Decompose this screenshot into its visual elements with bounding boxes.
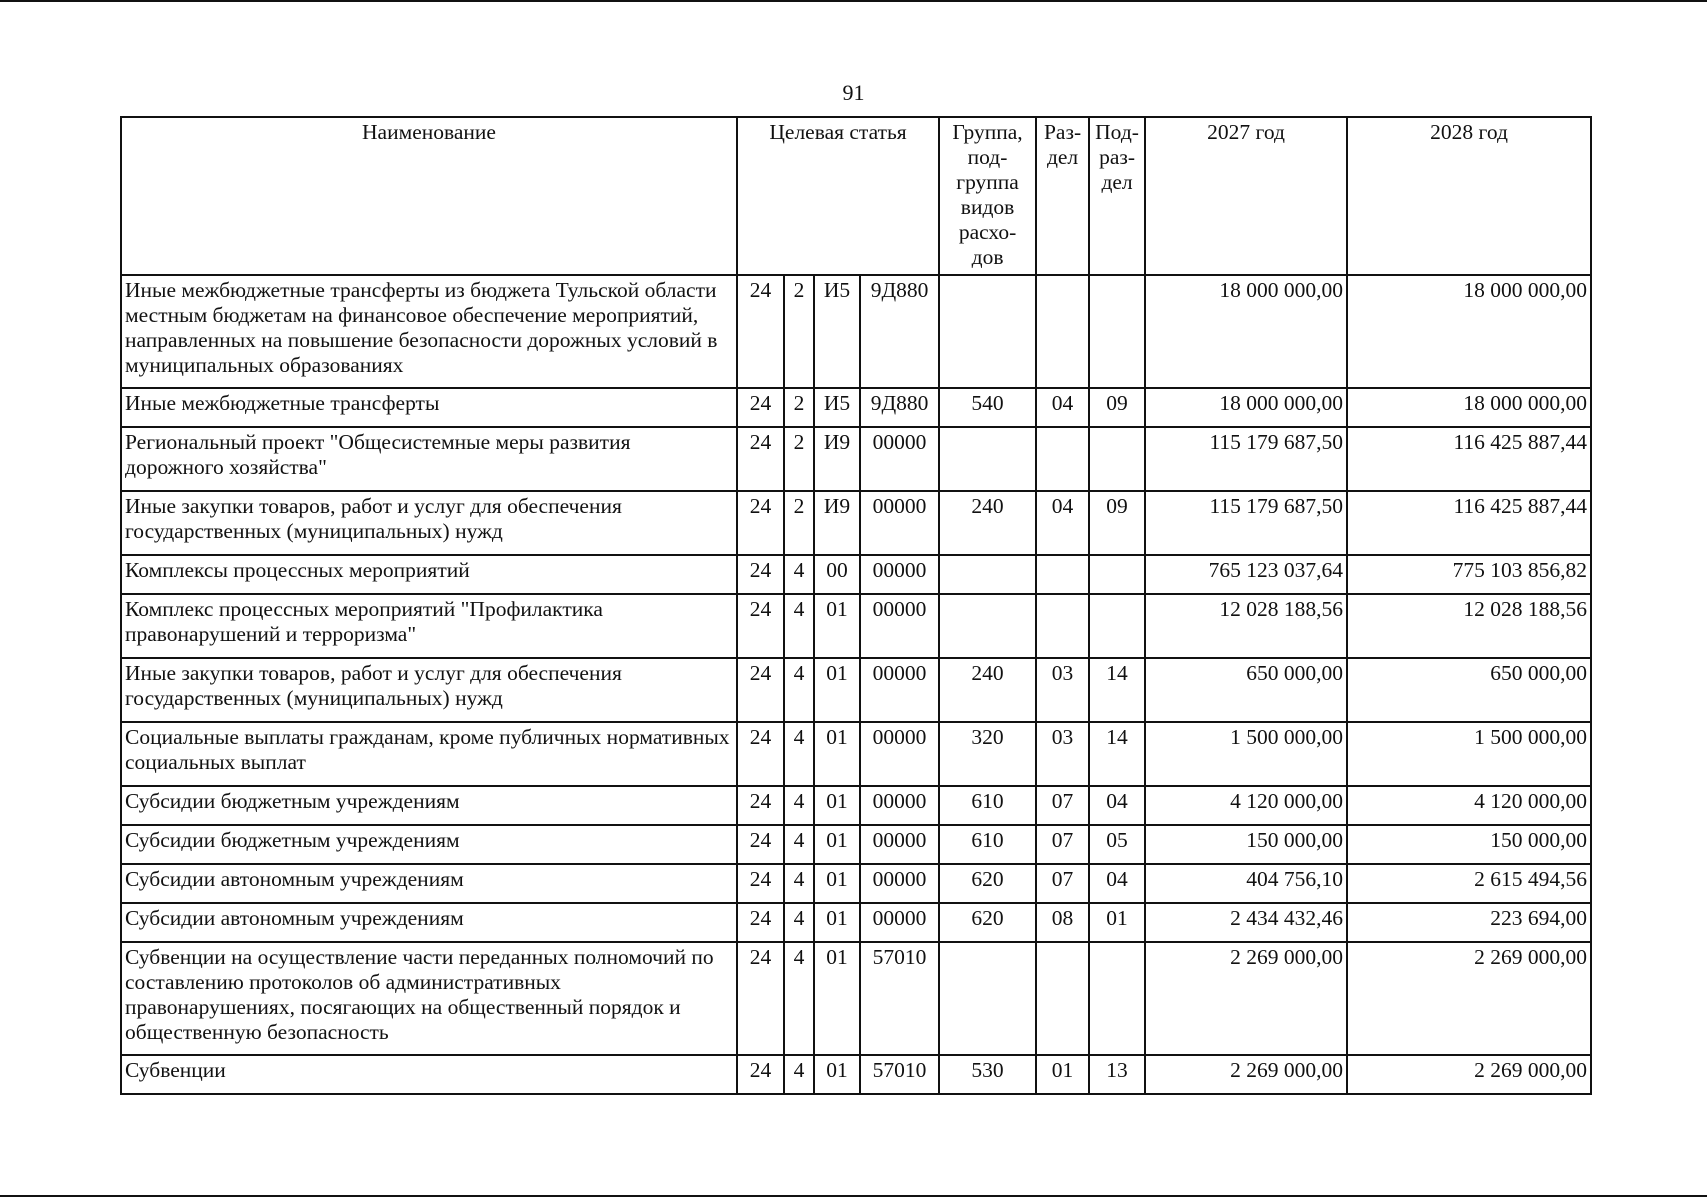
- cell-structural-element: 01: [814, 786, 860, 825]
- cell-expense-group: 540: [939, 388, 1036, 427]
- cell-direction: 57010: [860, 1055, 939, 1094]
- cell-expense-group: 240: [939, 491, 1036, 555]
- table-row: [121, 658, 1591, 722]
- cell-subsection: 14: [1089, 658, 1145, 722]
- cell-amount-2027: 18 000 000,00: [1145, 275, 1347, 388]
- cell-expense-group: [939, 594, 1036, 658]
- cell-amount-2028: 4 120 000,00: [1347, 786, 1591, 825]
- cell-structural-element: 01: [814, 722, 860, 786]
- cell-section: 01: [1036, 1055, 1089, 1094]
- cell-amount-2027: 404 756,10: [1145, 864, 1347, 903]
- table-row: [121, 427, 1591, 491]
- cell-expense-group: 620: [939, 903, 1036, 942]
- cell-subsection: [1089, 594, 1145, 658]
- cell-subprogram-type: 2: [784, 275, 814, 388]
- cell-name: Субсидии бюджетным учреждениям: [121, 786, 737, 825]
- table-row: [121, 722, 1591, 786]
- cell-direction: 57010: [860, 942, 939, 1055]
- cell-amount-2028: 2 615 494,56: [1347, 864, 1591, 903]
- cell-amount-2027: 2 269 000,00: [1145, 942, 1347, 1055]
- cell-subsection: 09: [1089, 388, 1145, 427]
- cell-amount-2027: 115 179 687,50: [1145, 427, 1347, 491]
- header-row: [121, 117, 1591, 275]
- cell-structural-element: И9: [814, 427, 860, 491]
- cell-amount-2027: 150 000,00: [1145, 825, 1347, 864]
- cell-amount-2028: 650 000,00: [1347, 658, 1591, 722]
- cell-expense-group: [939, 427, 1036, 491]
- cell-expense-group: 530: [939, 1055, 1036, 1094]
- cell-amount-2028: 18 000 000,00: [1347, 388, 1591, 427]
- cell-subprogram-type: 4: [784, 1055, 814, 1094]
- cell-amount-2028: 12 028 188,56: [1347, 594, 1591, 658]
- header-name: Наименование: [121, 117, 737, 275]
- cell-subprogram-type: 2: [784, 388, 814, 427]
- cell-subsection: [1089, 427, 1145, 491]
- cell-amount-2027: 2 269 000,00: [1145, 1055, 1347, 1094]
- cell-expense-group: [939, 942, 1036, 1055]
- cell-subprogram-type: 4: [784, 786, 814, 825]
- cell-expense-group: 240: [939, 658, 1036, 722]
- cell-program: 24: [737, 275, 784, 388]
- cell-structural-element: 01: [814, 825, 860, 864]
- table-row: [121, 864, 1591, 903]
- table-row: [121, 1055, 1591, 1094]
- cell-subprogram-type: 4: [784, 555, 814, 594]
- cell-subsection: 01: [1089, 903, 1145, 942]
- cell-name: Иные закупки товаров, работ и услуг для обеспечения государственных (муниципальных) нужд: [121, 491, 737, 555]
- cell-amount-2027: 18 000 000,00: [1145, 388, 1347, 427]
- cell-program: 24: [737, 825, 784, 864]
- cell-subsection: [1089, 275, 1145, 388]
- page-number: 91: [842, 80, 865, 105]
- budget-table: [120, 116, 1592, 1095]
- cell-direction: 00000: [860, 825, 939, 864]
- cell-subsection: 13: [1089, 1055, 1145, 1094]
- cell-expense-group: 320: [939, 722, 1036, 786]
- cell-direction: 00000: [860, 722, 939, 786]
- cell-section: 03: [1036, 722, 1089, 786]
- cell-direction: 00000: [860, 427, 939, 491]
- cell-section: [1036, 555, 1089, 594]
- cell-section: 08: [1036, 903, 1089, 942]
- cell-section: 07: [1036, 825, 1089, 864]
- cell-direction: 00000: [860, 491, 939, 555]
- table-row: [121, 555, 1591, 594]
- cell-section: [1036, 427, 1089, 491]
- cell-name: Иные закупки товаров, работ и услуг для обеспечения государственных (муниципальных) нужд: [121, 658, 737, 722]
- cell-direction: 00000: [860, 864, 939, 903]
- cell-section: [1036, 275, 1089, 388]
- cell-subsection: 09: [1089, 491, 1145, 555]
- cell-name: Субсидии автономным учреждениям: [121, 864, 737, 903]
- cell-structural-element: 01: [814, 903, 860, 942]
- cell-direction: 00000: [860, 555, 939, 594]
- cell-amount-2028: 150 000,00: [1347, 825, 1591, 864]
- cell-direction: 00000: [860, 594, 939, 658]
- table-row: [121, 825, 1591, 864]
- cell-program: 24: [737, 1055, 784, 1094]
- cell-section: 04: [1036, 388, 1089, 427]
- cell-name: Комплексы процессных мероприятий: [121, 555, 737, 594]
- cell-subsection: 05: [1089, 825, 1145, 864]
- cell-amount-2027: 1 500 000,00: [1145, 722, 1347, 786]
- cell-program: 24: [737, 658, 784, 722]
- cell-amount-2028: 116 425 887,44: [1347, 491, 1591, 555]
- cell-section: 03: [1036, 658, 1089, 722]
- cell-amount-2027: 4 120 000,00: [1145, 786, 1347, 825]
- cell-direction: 00000: [860, 786, 939, 825]
- cell-program: 24: [737, 864, 784, 903]
- cell-direction: 9Д880: [860, 275, 939, 388]
- cell-amount-2027: 650 000,00: [1145, 658, 1347, 722]
- cell-direction: 00000: [860, 903, 939, 942]
- header-section: Раз-дел: [1036, 117, 1089, 275]
- cell-program: 24: [737, 903, 784, 942]
- table-row: [121, 491, 1591, 555]
- cell-subprogram-type: 4: [784, 594, 814, 658]
- cell-amount-2028: 1 500 000,00: [1347, 722, 1591, 786]
- cell-subsection: [1089, 555, 1145, 594]
- cell-subprogram-type: 4: [784, 864, 814, 903]
- cell-structural-element: 00: [814, 555, 860, 594]
- cell-program: 24: [737, 491, 784, 555]
- cell-expense-group: 610: [939, 786, 1036, 825]
- cell-amount-2027: 765 123 037,64: [1145, 555, 1347, 594]
- cell-program: 24: [737, 942, 784, 1055]
- table-header: [121, 117, 1591, 275]
- cell-direction: 00000: [860, 658, 939, 722]
- cell-amount-2027: 12 028 188,56: [1145, 594, 1347, 658]
- header-subsection: Под-раз-дел: [1089, 117, 1145, 275]
- cell-amount-2028: 116 425 887,44: [1347, 427, 1591, 491]
- cell-amount-2028: 775 103 856,82: [1347, 555, 1591, 594]
- cell-amount-2028: 18 000 000,00: [1347, 275, 1591, 388]
- cell-amount-2028: 223 694,00: [1347, 903, 1591, 942]
- cell-program: 24: [737, 388, 784, 427]
- cell-amount-2027: 2 434 432,46: [1145, 903, 1347, 942]
- cell-name: Иные межбюджетные трансферты: [121, 388, 737, 427]
- cell-structural-element: 01: [814, 864, 860, 903]
- cell-program: 24: [737, 555, 784, 594]
- cell-amount-2028: 2 269 000,00: [1347, 942, 1591, 1055]
- cell-expense-group: [939, 555, 1036, 594]
- cell-section: [1036, 594, 1089, 658]
- cell-subprogram-type: 2: [784, 427, 814, 491]
- cell-subsection: [1089, 942, 1145, 1055]
- cell-name: Иные межбюджетные трансферты из бюджета Тульской области местным бюджетам на финансовое обеспечение мероприятий, направленных на повышение безопасности дорожных условий в муниципальных образованиях: [121, 275, 737, 388]
- cell-program: 24: [737, 594, 784, 658]
- cell-amount-2027: 115 179 687,50: [1145, 491, 1347, 555]
- cell-name: Субсидии бюджетным учреждениям: [121, 825, 737, 864]
- cell-direction: 9Д880: [860, 388, 939, 427]
- header-year-2028: 2028 год: [1347, 117, 1591, 275]
- table-row: [121, 594, 1591, 658]
- cell-expense-group: 620: [939, 864, 1036, 903]
- cell-subprogram-type: 2: [784, 491, 814, 555]
- cell-subprogram-type: 4: [784, 722, 814, 786]
- cell-subsection: 04: [1089, 786, 1145, 825]
- cell-program: 24: [737, 786, 784, 825]
- header-target-article: Целевая статья: [737, 117, 939, 275]
- cell-name: Субсидии автономным учреждениям: [121, 903, 737, 942]
- cell-section: 07: [1036, 864, 1089, 903]
- cell-structural-element: И5: [814, 275, 860, 388]
- table-body: [121, 275, 1591, 1094]
- table-row: [121, 903, 1591, 942]
- cell-subprogram-type: 4: [784, 658, 814, 722]
- cell-structural-element: И9: [814, 491, 860, 555]
- scan-bottom-border: [0, 1195, 1707, 1197]
- table-row: [121, 275, 1591, 388]
- cell-subsection: 04: [1089, 864, 1145, 903]
- cell-program: 24: [737, 427, 784, 491]
- cell-section: [1036, 942, 1089, 1055]
- cell-section: 07: [1036, 786, 1089, 825]
- cell-subprogram-type: 4: [784, 942, 814, 1055]
- cell-name: Комплекс процессных мероприятий "Профилактика правонарушений и терроризма": [121, 594, 737, 658]
- cell-expense-group: [939, 275, 1036, 388]
- cell-structural-element: 01: [814, 942, 860, 1055]
- header-year-2027: 2027 год: [1145, 117, 1347, 275]
- cell-name: Социальные выплаты гражданам, кроме публичных нормативных социальных выплат: [121, 722, 737, 786]
- table-row: [121, 942, 1591, 1055]
- header-expense-group: Группа, под-группа видов расхо-дов: [939, 117, 1036, 275]
- cell-name: Субвенции: [121, 1055, 737, 1094]
- cell-subprogram-type: 4: [784, 825, 814, 864]
- cell-structural-element: И5: [814, 388, 860, 427]
- cell-name: Субвенции на осуществление части переданных полномочий по составлению протоколов об административных правонарушениях, посягающих на общественный порядок и общественную безопасность: [121, 942, 737, 1055]
- cell-program: 24: [737, 722, 784, 786]
- cell-section: 04: [1036, 491, 1089, 555]
- cell-structural-element: 01: [814, 594, 860, 658]
- table-row: [121, 388, 1591, 427]
- scan-top-border: [0, 0, 1707, 2]
- cell-structural-element: 01: [814, 1055, 860, 1094]
- cell-structural-element: 01: [814, 658, 860, 722]
- cell-subprogram-type: 4: [784, 903, 814, 942]
- cell-subsection: 14: [1089, 722, 1145, 786]
- cell-name: Региональный проект "Общесистемные меры развития дорожного хозяйства": [121, 427, 737, 491]
- cell-expense-group: 610: [939, 825, 1036, 864]
- cell-amount-2028: 2 269 000,00: [1347, 1055, 1591, 1094]
- table-row: [121, 786, 1591, 825]
